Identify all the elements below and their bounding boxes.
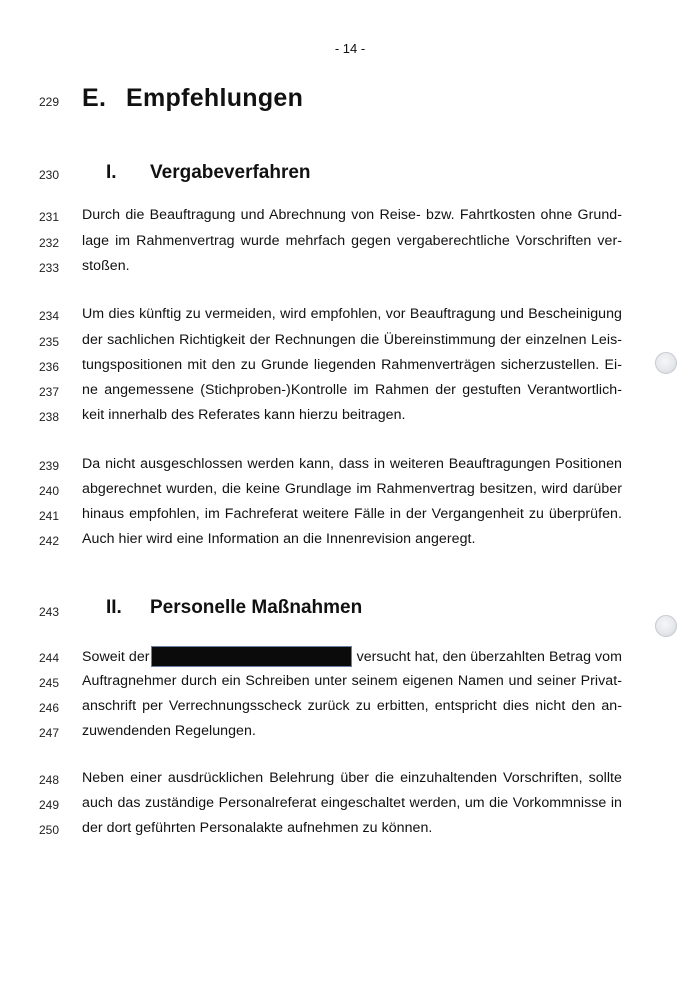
line-number: 230 bbox=[39, 168, 60, 182]
line-number: 249 bbox=[39, 798, 60, 812]
line-number: 243 bbox=[39, 605, 60, 619]
section-heading bbox=[106, 597, 362, 619]
line-number: 236 bbox=[39, 360, 60, 374]
text-line: Neben einer ausdrücklichen Belehrung über die einzuhaltenden Vorschriften, sollte bbox=[82, 770, 622, 786]
text-line: anschrift per Verrechnungsscheck zurück zu erbitten, entspricht dies nicht den an- bbox=[82, 698, 622, 714]
punch-hole-icon bbox=[655, 352, 677, 374]
punch-hole-icon bbox=[655, 615, 677, 637]
section-number: I. bbox=[106, 162, 117, 183]
line-number: 239 bbox=[39, 459, 60, 473]
line-number: 248 bbox=[39, 773, 60, 787]
text-line: zuwendenden Regelungen. bbox=[82, 723, 256, 739]
text-before-redaction: Soweit der bbox=[82, 648, 150, 665]
line-number: 245 bbox=[39, 676, 60, 690]
line-number: 237 bbox=[39, 385, 60, 399]
section-number: II. bbox=[106, 597, 122, 618]
text-line: Auch hier wird eine Information an die Innenrevision angeregt. bbox=[82, 531, 476, 547]
line-number: 235 bbox=[39, 335, 60, 349]
text-line: tungspositionen mit den zu Grunde liegenden Rahmenverträgen sicherzustellen. Ei- bbox=[82, 357, 622, 373]
text-line: auch das zuständige Personalreferat eingeschaltet werden, um die Vorkommnisse in bbox=[82, 795, 622, 811]
text-line: der dort geführten Personalakte aufnehmen zu können. bbox=[82, 820, 433, 836]
text-line: lage im Rahmenvertrag wurde mehrfach gegen vergaberechtliche Vorschriften ver- bbox=[82, 233, 622, 249]
text-line: ne angemessene (Stichproben-)Kontrolle im Rahmen der gestuften Verantwortlich- bbox=[82, 382, 622, 398]
section-title: Vergabeverfahren bbox=[150, 162, 311, 183]
redaction-block bbox=[151, 646, 352, 667]
line-number: 241 bbox=[39, 509, 60, 523]
text-line: Um dies künftig zu vermeiden, wird empfohlen, vor Beauftragung und Bescheinigung bbox=[82, 306, 622, 322]
section-title: Personelle Maßnahmen bbox=[150, 597, 363, 618]
line-number: 233 bbox=[39, 261, 60, 275]
text-line: Durch die Beauftragung und Abrechnung von Reise- bzw. Fahrtkosten ohne Grund- bbox=[82, 207, 622, 223]
line-number: 250 bbox=[39, 823, 60, 837]
text-line: Auftragnehmer durch ein Schreiben unter seinem eigenen Namen und seiner Privat- bbox=[82, 673, 622, 689]
text-line-start bbox=[82, 646, 355, 667]
line-number: 238 bbox=[39, 410, 60, 424]
text-line bbox=[82, 646, 622, 667]
line-number: 247 bbox=[39, 726, 60, 740]
main-heading bbox=[82, 84, 303, 113]
text-line: abgerechnet wurden, die keine Grundlage im Rahmenvertrag besitzen, wird darüber bbox=[82, 481, 622, 497]
page-number: - 14 - bbox=[334, 41, 366, 56]
line-number: 240 bbox=[39, 484, 60, 498]
line-number: 232 bbox=[39, 236, 60, 250]
text-line: Da nicht ausgeschlossen werden kann, dass in weiteren Beauftragungen Positionen bbox=[82, 456, 622, 472]
line-number: 246 bbox=[39, 701, 60, 715]
text-line: der sachlichen Richtigkeit der Rechnungen die Übereinstimmung der einzelnen Leis- bbox=[82, 332, 622, 348]
text-line: stoßen. bbox=[82, 258, 130, 274]
text-line: keit innerhalb des Referates kann hierzu beitragen. bbox=[82, 407, 406, 423]
text-line: hinaus empfohlen, im Fachreferat weitere Fälle in der Vergangenheit zu überprüfen. bbox=[82, 506, 622, 522]
line-number: 229 bbox=[39, 95, 60, 109]
line-number: 242 bbox=[39, 534, 60, 548]
line-number: 234 bbox=[39, 309, 60, 323]
main-heading-number: E. bbox=[82, 84, 107, 112]
text-after-redaction: versucht hat, den überzahlten Betrag vom bbox=[356, 648, 622, 665]
main-heading-title: Empfehlungen bbox=[126, 84, 304, 112]
line-number: 231 bbox=[39, 210, 60, 224]
line-number: 244 bbox=[39, 651, 60, 665]
section-heading bbox=[106, 162, 311, 184]
